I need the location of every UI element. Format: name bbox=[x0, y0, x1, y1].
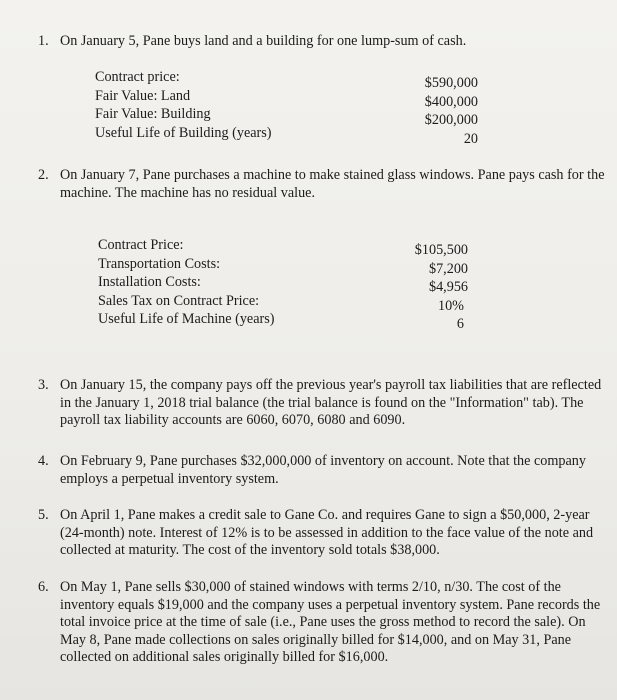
row-value: $400,000 bbox=[424, 93, 478, 110]
row-label: Sales Tax on Contract Price: bbox=[98, 292, 260, 309]
question-2-number: 2. bbox=[38, 167, 49, 183]
question-4-text: On February 9, Pane purchases $32,000,000 of inventory on account. Note that the company employs a perpetual inventory system. bbox=[60, 453, 586, 487]
row-label: Fair Value: Building bbox=[95, 106, 211, 122]
question-5-number: 5. bbox=[38, 507, 49, 523]
question-3-number: 3. bbox=[38, 377, 49, 393]
row-label: Installation Costs: bbox=[98, 274, 201, 290]
question-4-number: 4. bbox=[38, 453, 49, 469]
row-value: 6 bbox=[456, 316, 464, 332]
row-value: $590,000 bbox=[424, 75, 478, 91]
row-value: 10% bbox=[437, 297, 464, 314]
question-6-text: On May 1, Pane sells $30,000 of stained windows with terms 2/10, n/30. The cost of the inventory equals $19,000 and the company uses a perpetual inventory system. Pane records the total invoice price at the time of sale (i.e., Pane uses the gross method to record the sale). On May 8, Pane made collections on sales originally billed for $14,000, and on May 31, Pane collected on additional sales originally billed for $16,000. bbox=[60, 579, 601, 665]
row-value: $7,200 bbox=[428, 260, 468, 277]
question-4 bbox=[38, 453, 608, 488]
question-2 bbox=[38, 167, 608, 202]
row-label: Contract Price: bbox=[98, 237, 184, 253]
row-value: 20 bbox=[463, 130, 478, 147]
table-row bbox=[95, 124, 478, 149]
question-2-text: On January 7, Pane purchases a machine to make stained glass windows. Pane pays cash for the machine. The machine has no residual value. bbox=[60, 167, 605, 201]
question-6-number: 6. bbox=[38, 579, 49, 595]
row-label: Fair Value: Land bbox=[95, 87, 191, 104]
row-value: $105,500 bbox=[414, 242, 468, 258]
question-6 bbox=[38, 579, 608, 667]
question-5-text: On April 1, Pane makes a credit sale to Gane Co. and requires Gane to sign a $50,000, 2-year (24-month) note. Interest of 12% is to be assessed in addition to the face value of the note and collected at maturity. The cost of the inventory sold totals $38,000. bbox=[60, 507, 594, 558]
row-label: Transportation Costs: bbox=[98, 255, 221, 272]
row-value: $200,000 bbox=[424, 112, 478, 128]
row-label: Contract price: bbox=[95, 69, 180, 85]
question-5 bbox=[38, 507, 608, 560]
row-label: Useful Life of Machine (years) bbox=[98, 311, 275, 327]
question-2-table bbox=[98, 236, 468, 334]
question-1-number: 1. bbox=[38, 33, 49, 49]
question-1-text: On January 5, Pane buys land and a building for one lump-sum of cash. bbox=[60, 33, 467, 49]
question-1 bbox=[38, 33, 608, 51]
table-row bbox=[98, 310, 468, 334]
row-label: Useful Life of Building (years) bbox=[95, 124, 272, 141]
question-1-table bbox=[95, 68, 478, 148]
question-3 bbox=[38, 377, 608, 430]
question-3-text: On January 15, the company pays off the previous year's payroll tax liabilities that are reflected in the January 1, 2018 trial balance (the trial balance is found on the "Information" tab). The payroll tax liability accounts are 6060, 6070, 6080 and 6090. bbox=[60, 377, 602, 428]
row-value: $4,956 bbox=[428, 279, 468, 295]
